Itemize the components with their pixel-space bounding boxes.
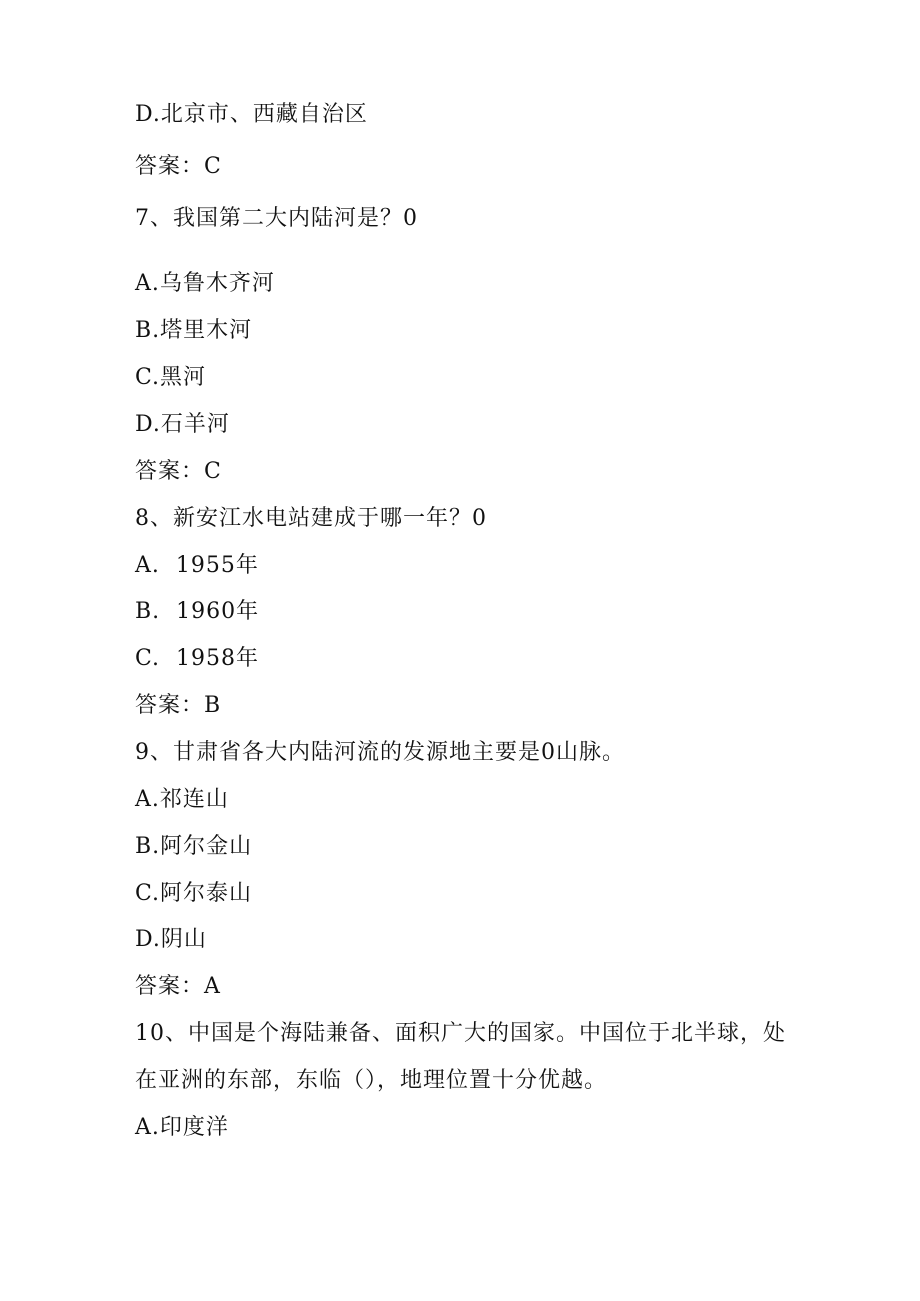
q8-option-a: A. 1955年 — [135, 553, 259, 578]
q7-option-b: B.塔里木河 — [135, 318, 253, 343]
q7-question: 7、我国第二大内陆河是？0 — [135, 206, 418, 231]
q9-option-b: B.阿尔金山 — [135, 834, 253, 859]
q9-option-d: D.阴山 — [135, 927, 207, 952]
q9-option-a: A.祁连山 — [135, 787, 229, 812]
q10-option-a: A.印度洋 — [135, 1115, 229, 1140]
q8-option-c: C. 1958年 — [135, 646, 260, 671]
q7-option-a: A.乌鲁木齐河 — [135, 271, 275, 296]
q7-option-d: D.石羊河 — [135, 412, 230, 437]
q6-option-d: D.北京市、西藏自治区 — [135, 102, 368, 127]
q6-answer: 答案：C — [135, 154, 222, 179]
q9-option-c: C.阿尔泰山 — [135, 881, 253, 906]
q8-option-b: B. 1960年 — [135, 599, 260, 624]
q10-question-line-1: 10、中国是个海陆兼备、面积广大的国家。中国位于北半球，处 — [135, 1021, 786, 1046]
q8-answer: 答案：B — [135, 693, 222, 718]
q7-answer: 答案：C — [135, 459, 222, 484]
q9-answer: 答案：A — [135, 974, 221, 999]
q9-question: 9、甘肃省各大内陆河流的发源地主要是0山脉。 — [135, 740, 625, 765]
q10-question-line-2: 在亚洲的东部，东临（），地理位置十分优越。 — [135, 1068, 608, 1093]
q8-question: 8、新安江水电站建成于哪一年？0 — [135, 506, 487, 531]
q7-option-c: C.黑河 — [135, 365, 207, 390]
